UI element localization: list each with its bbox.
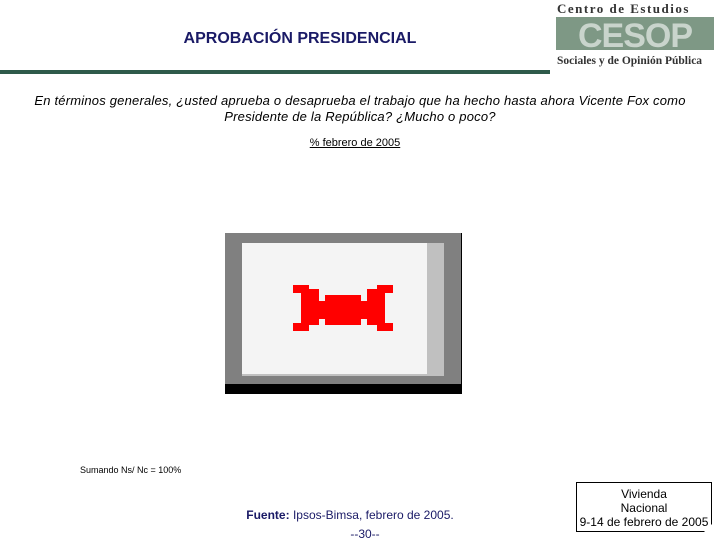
page-title: APROBACIÓN PRESIDENCIAL <box>183 30 417 47</box>
header-divider <box>0 70 550 74</box>
sample-line-3: 9-14 de febrero de 2005 <box>579 515 709 529</box>
sample-info-box <box>576 482 712 532</box>
chart-placeholder <box>225 233 462 394</box>
cesop-logo <box>553 0 720 70</box>
source-label: Fuente: <box>246 508 290 522</box>
logo-top-text: Centro de Estudios <box>557 1 690 16</box>
logo-acronym: CESOP <box>577 17 693 55</box>
page-number: --30-- <box>350 527 380 541</box>
source-text: Ipsos-Bimsa, febrero de 2005. <box>292 508 454 522</box>
chart-note: Sumando Ns/ Nc = 100% <box>80 465 182 475</box>
chart-subtitle: % febrero de 2005 <box>309 137 401 149</box>
sample-line-2: Nacional <box>620 501 668 515</box>
survey-question: En términos generales, ¿usted aprueba o desaprueba el trabajo que ha hecho hasta ahora Vicente Fox como Presidente de la República? ¿Mucho o poco? <box>34 93 686 124</box>
sample-line-1: Vivienda <box>621 487 667 501</box>
logo-bottom-text: Sociales y de Opinión Pública <box>557 55 703 67</box>
source-line <box>200 508 500 522</box>
folded-corner <box>704 524 712 532</box>
